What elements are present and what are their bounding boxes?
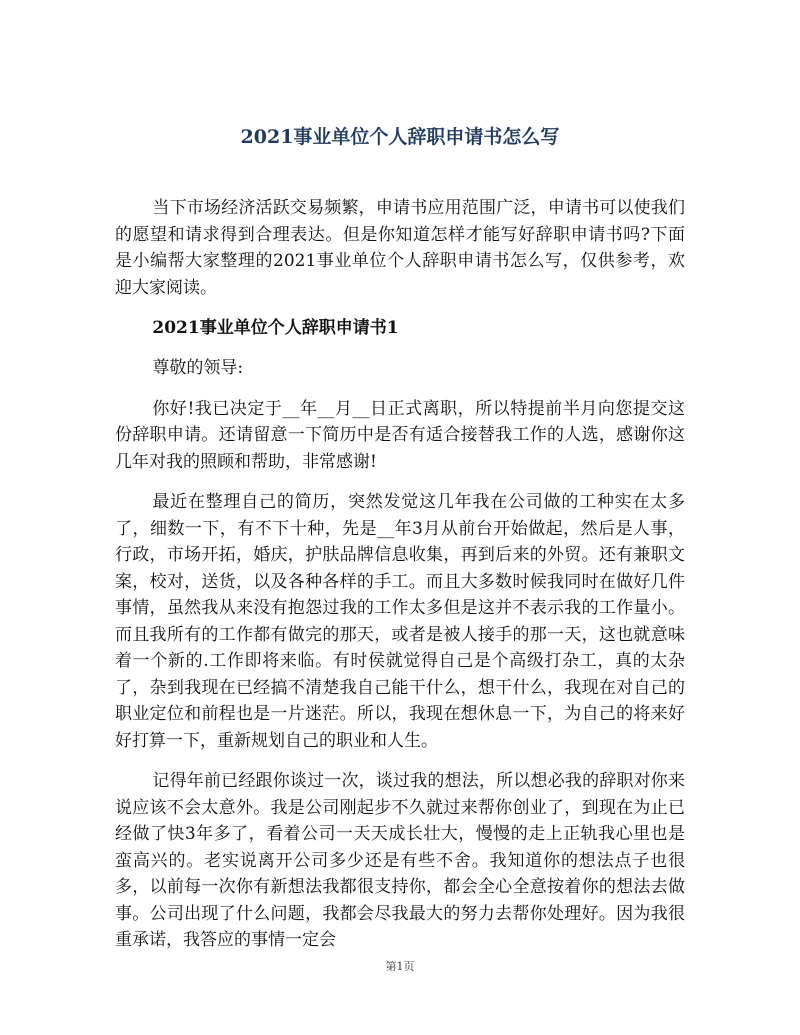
document-title: 2021事业单位个人辞职申请书怎么写 <box>240 126 560 148</box>
intro-paragraph: 当下市场经济活跃交易频繁，申请书应用范围广泛，申请书可以使我们的愿望和请求得到合理表达。但是你知道怎样才能写好辞职申请书吗?下面是小编帮大家整理的2021事业单位个人辞职申请书怎么写，仅供参考，欢迎大家阅读。 <box>115 198 685 298</box>
section-heading: 2021事业单位个人辞职申请书1 <box>152 318 399 338</box>
body-paragraph: 你好!我已决定于__年__月__日正式离职，所以特提前半月向您提交这份辞职申请。还请留意一下简历中是否有适合接替我工作的人选，感谢你这几年对我的照顾和帮助，非常感谢! <box>115 398 685 472</box>
body-paragraph: 记得年前已经跟你谈过一次，谈过我的想法，所以想必我的辞职对你来说应该不会太意外。我是公司刚起步不久就过来帮你创业了，到现在为止已经做了快3年多了，看着公司一天天成长壮大，慢慢的走上正轨我心里也是蛮高兴的。老实说离开公司多少还是有些不舍。我知道你的想法点子也很多，以前每一次你有新想法我都很支持你，都会全心全意按着你的想法去做事。公司出现了什么问题，我都会尽我最大的努力去帮你处理好。因为我很重承诺，我答应的事情一定会 <box>115 771 685 950</box>
document-body <box>115 195 685 968</box>
salutation: 尊敬的领导: <box>152 358 244 378</box>
body-paragraph: 最近在整理自己的简历，突然发觉这几年我在公司做的工种实在太多了，细数一下，有不下十种，先是__年3月从前台开始做起，然后是人事，行政，市场开拓，婚庆，护肤品牌信息收集，再到后来的外贸。还有兼职文案，校对，送货，以及各种各样的手工。而且大多数时候我同时在做好几件事情，虽然我从来没有抱怨过我的工作太多但是这并不表示我的工作量小。而且我所有的工作都有做完的那天，或者是被人接手的那一天，这也就意味着一个新的.工作即将来临。有时侯就觉得自己是个高级打杂工，真的太杂了，杂到我现在已经搞不清楚我自己能干什么，想干什么，我现在对自己的职业定位和前程也是一片迷茫。所以，我现在想休息一下，为自己的将来好好打算一下，重新规划自己的职业和人生。 <box>115 492 685 751</box>
page-number: 第1页 <box>385 960 415 973</box>
